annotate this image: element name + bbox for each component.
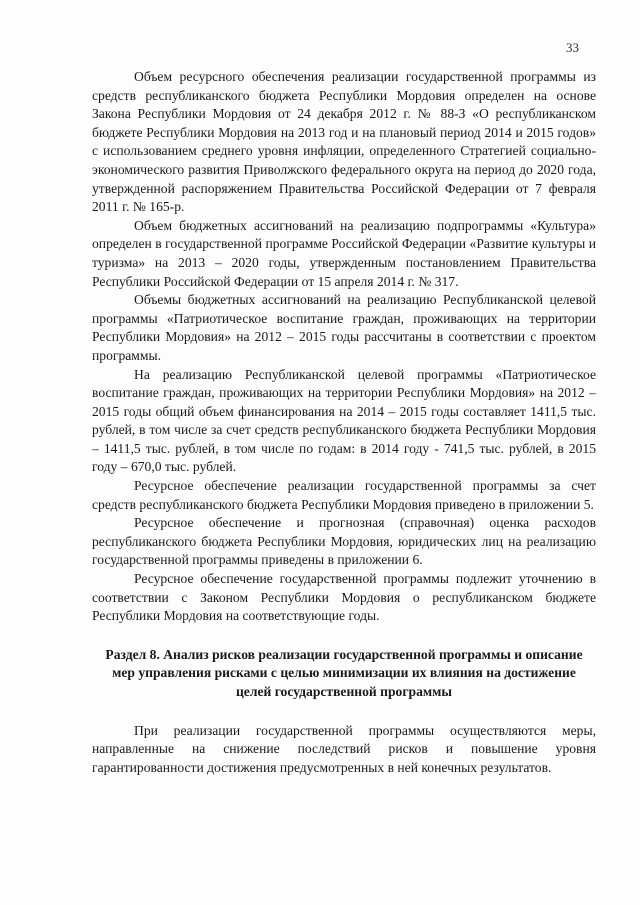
paragraph-risk-measures: При реализации государственной программы осуществляются меры, направленные на снижение последствий рисков и повышение уровня гарантированности достижения предусмотренных в ней конечных результатов.	[92, 722, 596, 775]
paragraph-financing-volume: На реализацию Республиканской целевой программы «Патриотическое воспитание граждан, проживающих на территории Республики Мордовия» на 2012 – 2015 годы общий объем финансирования на 2014 – 2015 годы составляет 1411,5 тыс. рублей, в том числе за счет средств республиканского бюджета Республики Мордовия – 1411,5 тыс. рублей, в том числе по годам: в 2014 году - 741,5 тыс. рублей, в 2015 году – 670,0 тыс. рублей.	[92, 366, 596, 475]
paragraph-culture-subprogram: Объем бюджетных ассигнований на реализацию подпрограммы «Культура» определен в государственной программе Российской Федерации «Развитие культуры и туризма» на 2013 – 2020 годы, утвержденным постановлением Правительства Республики Российской Федерации от 15 апреля 2014 г. № 317.	[92, 217, 596, 289]
paragraph-appendix-5: Ресурсное обеспечение реализации государственной программы за счет средств республиканского бюджета Республики Мордовия приведено в приложении 5.	[92, 478, 596, 512]
paragraph-appendix-6: Ресурсное обеспечение и прогнозная (справочная) оценка расходов республиканского бюджета Республики Мордовия, юридических лиц на реализацию государственной программы приведены в приложении 6.	[92, 515, 596, 568]
paragraph-patriotic-program: Объемы бюджетных ассигнований на реализацию Республиканской целевой программы «Патриотическое воспитание граждан, проживающих на территории Республики Мордовия» на 2012 – 2015 годы рассчитаны в соответствии с проектом программы.	[92, 292, 596, 363]
page-number: 33	[566, 40, 579, 55]
paragraph-refinement: Ресурсное обеспечение государственной программы подлежит уточнению в соответствии с Законом Республики Мордовия о республиканском бюджете Республики Мордовия на соответствующие годы.	[92, 571, 596, 624]
paragraph-resource-volume: Объем ресурсного обеспечения реализации государственной программы из средств республиканского бюджета Республики Мордовия определен на основе Закона Республики Мордовия от 24 декабря 2012 г. № 88-З «О республиканском бюджете Республики Мордовия на 2013 год и на плановый период 2014 и 2015 годов» с использованием среднего уровня инфляции, определенного Стратегией социально-экономического развития Приволжского федерального округа на период до 2020 года, утвержденной распоряжением Правительства Российской Федерации от 7 февраля 2011 г. № 165-р.	[92, 69, 596, 215]
section-heading: Раздел 8. Анализ рисков реализации государственной программы и описание мер управления рисками с целью минимизации их влияния на достижение целей государственной программы	[105, 646, 583, 699]
body-text	[92, 68, 596, 777]
